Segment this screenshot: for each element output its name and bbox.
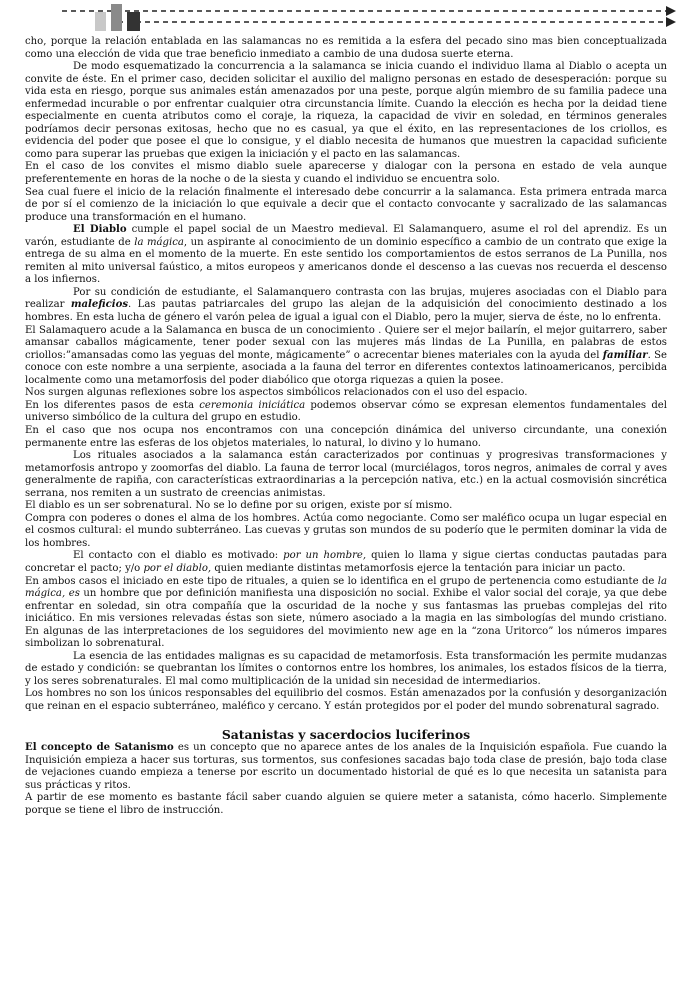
paragraph [25, 387, 667, 400]
bold-italic-text: maleficios [70, 299, 129, 311]
paragraph [25, 161, 667, 186]
text-run: podemos observar cómo se expresan elementos fundamentales del universo simbólico de la cultura del grupo en estudio. [25, 399, 668, 424]
paragraph [25, 576, 667, 651]
italic-text: la mágica, es [25, 575, 667, 600]
paragraph [25, 36, 667, 61]
header-ornament [0, 0, 693, 36]
text-run: De modo esquematizado la concurrencia a la salamanca se inicia cuando el individuo llama al Diablo o acepta un convite de éste. En el primer caso, deciden solicitar el auxilio del maligno personas en estado de desesperación: porque su vida esta en riesgo, porque sus animales están amenazados por una peste, porque algún miembro de su familia padece una enfermedad incurable o por enfrentar cualquier otra circunstancia límite. Cuando la elección es hecha por la deidad tiene especialmente en cuenta atributos como el coraje, la riqueza, la capacidad de vivir en soledad, en términos generales podríamos decir personas exitosas, hecho que no es casual, ya que el éxito, en las representaciones de los criollos, es evidencia del poder que posee el que lo consigue, y el diablo necesita de humanos que muestren la capacidad suficiente como para superar las pruebas que exigen la iniciación y el pacto en las salamancas. [25, 61, 667, 160]
section-heading: Satanistas y sacerdocios luciferinos [221, 726, 471, 742]
bold-text: El Diablo [73, 224, 127, 236]
paragraph [25, 400, 667, 425]
text-run: un hombre que por definición manifiesta una disposición no social. Exhibe el valor social del coraje, ya que debe enfrentar en soledad, sin otra compañía que la oscuridad de la noche y sus fantasmas las pruebas complejas del rito iniciático. En mis versiones relevadas éstas son siete, número asociado a la magia en las simbologías del mundo cristiano. En algunas de las interpretaciones de los seguidores del movimiento new age en la “zona Uritorco” los números impares simbolizan lo sobrenatural. [25, 588, 667, 650]
text-run: Sea cual fuere el inicio de la relación finalmente el interesado debe concurrir a la salamanca. Esta primera entrada marca de por sí el comienzo de la iniciación lo que equivale a decir que el contacto convocante y sacralizado de las salamancas produce una transformación en el humano. [25, 186, 667, 223]
header-block-dark [127, 12, 140, 31]
paragraph [25, 224, 667, 287]
paragraph [25, 792, 667, 817]
italic-text: por el diablo, [143, 562, 212, 574]
text-run: Por su condición de estudiante, el Salamanquero contrasta con las brujas, mujeres asociadas con el Diablo para realizar [25, 286, 667, 311]
bold-italic-text: familiar [602, 349, 648, 361]
text-run: quien mediante distintas metamorfosis ejerce la tentación para iniciar un pacto. [211, 562, 626, 574]
text-run: Los hombres no son los únicos responsables del equilibrio del cosmos. Están amenazados por la confusión y desorganización que reinan en el espacio subterráneo, maléfico y cercano. Y están protegidos por el poder del mundo sobrenatural sagrado. [25, 688, 667, 712]
header-arrowhead [666, 6, 676, 16]
paragraph [25, 500, 667, 513]
section-text [25, 742, 667, 817]
text-run: En el caso que nos ocupa nos encontramos con una concepción dinámica del universo circundante, una conexión permanente entre las esferas de los objetos materiales, lo natural, lo divino y lo humano. [25, 424, 667, 449]
text-run: es un concepto que no aparece antes de los anales de la Inquisición española. Fue cuando la Inquisición empieza a hacer sus torturas, sus tormentos, sus confesiones sacadas bajo toda clase de presión, bajo toda clase de vejaciones cuando empieza a tenerse por escrito un documentado historial de qué es lo que necesita un satanista para sus prácticas y ritos. [25, 742, 667, 791]
header-block-mid [111, 4, 122, 31]
text-run: Compra con poderes o dones el alma de los hombres. Actúa como negociante. Como ser maléfico ocupa un lugar especial en el cosmos cultural: el mundo subterráneo. Las cuevas y grutas son mundos de su poderío que le permiten dominar la vida de los hombres. [25, 512, 667, 549]
italic-text: por un hombre, [283, 550, 367, 562]
text-run: Nos surgen algunas reflexiones sobre los aspectos simbólicos relacionados con el uso del espacio. [25, 387, 528, 399]
text-run: El Salamaquero acude a la Salamanca en busca de un conocimiento . Quiere ser el mejor bailarín, el mejor guitarrero, saber amansar caballos mágicamente, tener poder sexual con las mujeres más lindas de La Punilla, en palabras de estos criollos:”amansadas como las yeguas del monte, mágicamente” o acrecentar bienes materiales con la ayuda del [25, 324, 667, 361]
text-run: A partir de ese momento es bastante fácil saber cuando alguien se quiere meter a satanista, cómo hacerlo. Simplemente porque se tiene el libro de instrucción. [25, 792, 667, 816]
text-run: La esencia de las entidades malignas es su capacidad de metamorfosis. Esta transformación les permite mudanzas de estado y condición: se quebrantan los límites o contornos entre los hombres, los animales, los estados físicos de la tierra, y los seres sobrenaturales. El mal como multiplicación de la unidad sin necesidad de intermediarios. [25, 650, 667, 687]
text-run: El contacto con el diablo es motivado: [73, 550, 284, 562]
text-run: quien lo llama y sigue ciertas conductas pautadas para concretar el pacto; y/o [25, 550, 667, 574]
page-header-decoration [0, 0, 693, 36]
text-run: En los diferentes pasos de esta [25, 399, 200, 411]
text-run: , un aspirante al conocimiento de un dominio específico a cambio de un contrato que exige la entrega de su alma en el momento de la muerte. En este sentido los comportamientos de estos serranos de La Punilla, nos remiten al mito universal faústico, a mitos europeos y americanos donde el descenso a las cuevas nos recuerda el descenso a los infiernos. [25, 236, 667, 286]
text-run: cho, porque la relación entablada en las salamancas no es remitida a la esfera del pecado sino mas bien conceptualizada como una elección de vida que trae beneficio inmediato a cambio de una dudosa suerte eterna. [25, 36, 667, 60]
text-run: El diablo es un ser sobrenatural. No se lo define por su origen, existe por sí mismo. [25, 500, 453, 512]
paragraph [25, 550, 667, 575]
paragraph [25, 325, 667, 388]
header-block-light [95, 12, 106, 31]
paragraph [25, 61, 667, 161]
bold-text: El concepto de Satanismo [25, 742, 174, 754]
paragraph [25, 742, 667, 792]
text-run: Los rituales asociados a la salamanca están caracterizados por continuas y progresivas transformaciones y metamorfosis antropo y zoomorfas del diablo. La fauna de terror local (murciélagos, toros negros, animales de corral y aves generalmente de rapiña, con características extraordinarias a la percepción nativa, etc.) en la actual cosmovisión sincrética serrana, nos remiten a un sustrato de creencias animistas. [25, 450, 667, 499]
italic-text: ceremonia iniciática [199, 399, 306, 411]
paragraph [25, 425, 667, 450]
text-run: En ambos casos el iniciado en este tipo de rituales, a quien se lo identifica en el grupo de pertenencia como estudiante de [25, 575, 658, 587]
paragraph [25, 651, 667, 689]
header-arrowhead-lower [666, 17, 676, 27]
paragraph [25, 287, 667, 325]
paragraph [25, 513, 667, 551]
paragraph [25, 450, 667, 500]
text-run: En el caso de los convites el mismo diablo suele aparecerse y dialogar con la persona en estado de vela aunque preferentemente en horas de la noche o de la siesta y cuando el individuo se encuentra solo. [25, 161, 667, 186]
paragraph [25, 688, 667, 713]
text-run: . Se conoce con este nombre a una serpiente, asociada a la fauna del terror en diferentes contextos latinoamericanos, percibida localmente como una metamorfosis del poder diabólico que otorga riquezas a quien la posee. [25, 349, 668, 386]
text-run: . Las pautas patriarcales del grupo las alejan de la adquisición del conocimiento destinado a los hombres. En esta lucha de género el varón pelea de igual a igual con el Diablo, pero la mujer, sierva de éste, no lo enfrenta. [25, 299, 667, 324]
document-page [25, 36, 667, 817]
paragraph [25, 187, 667, 225]
body-text [25, 36, 667, 714]
text-run: cumple el papel social de un Maestro medieval. El Salamanquero, asume el rol del aprendiz. Es un varón, estudiante de [25, 224, 667, 248]
italic-text: la mágica [134, 236, 184, 248]
